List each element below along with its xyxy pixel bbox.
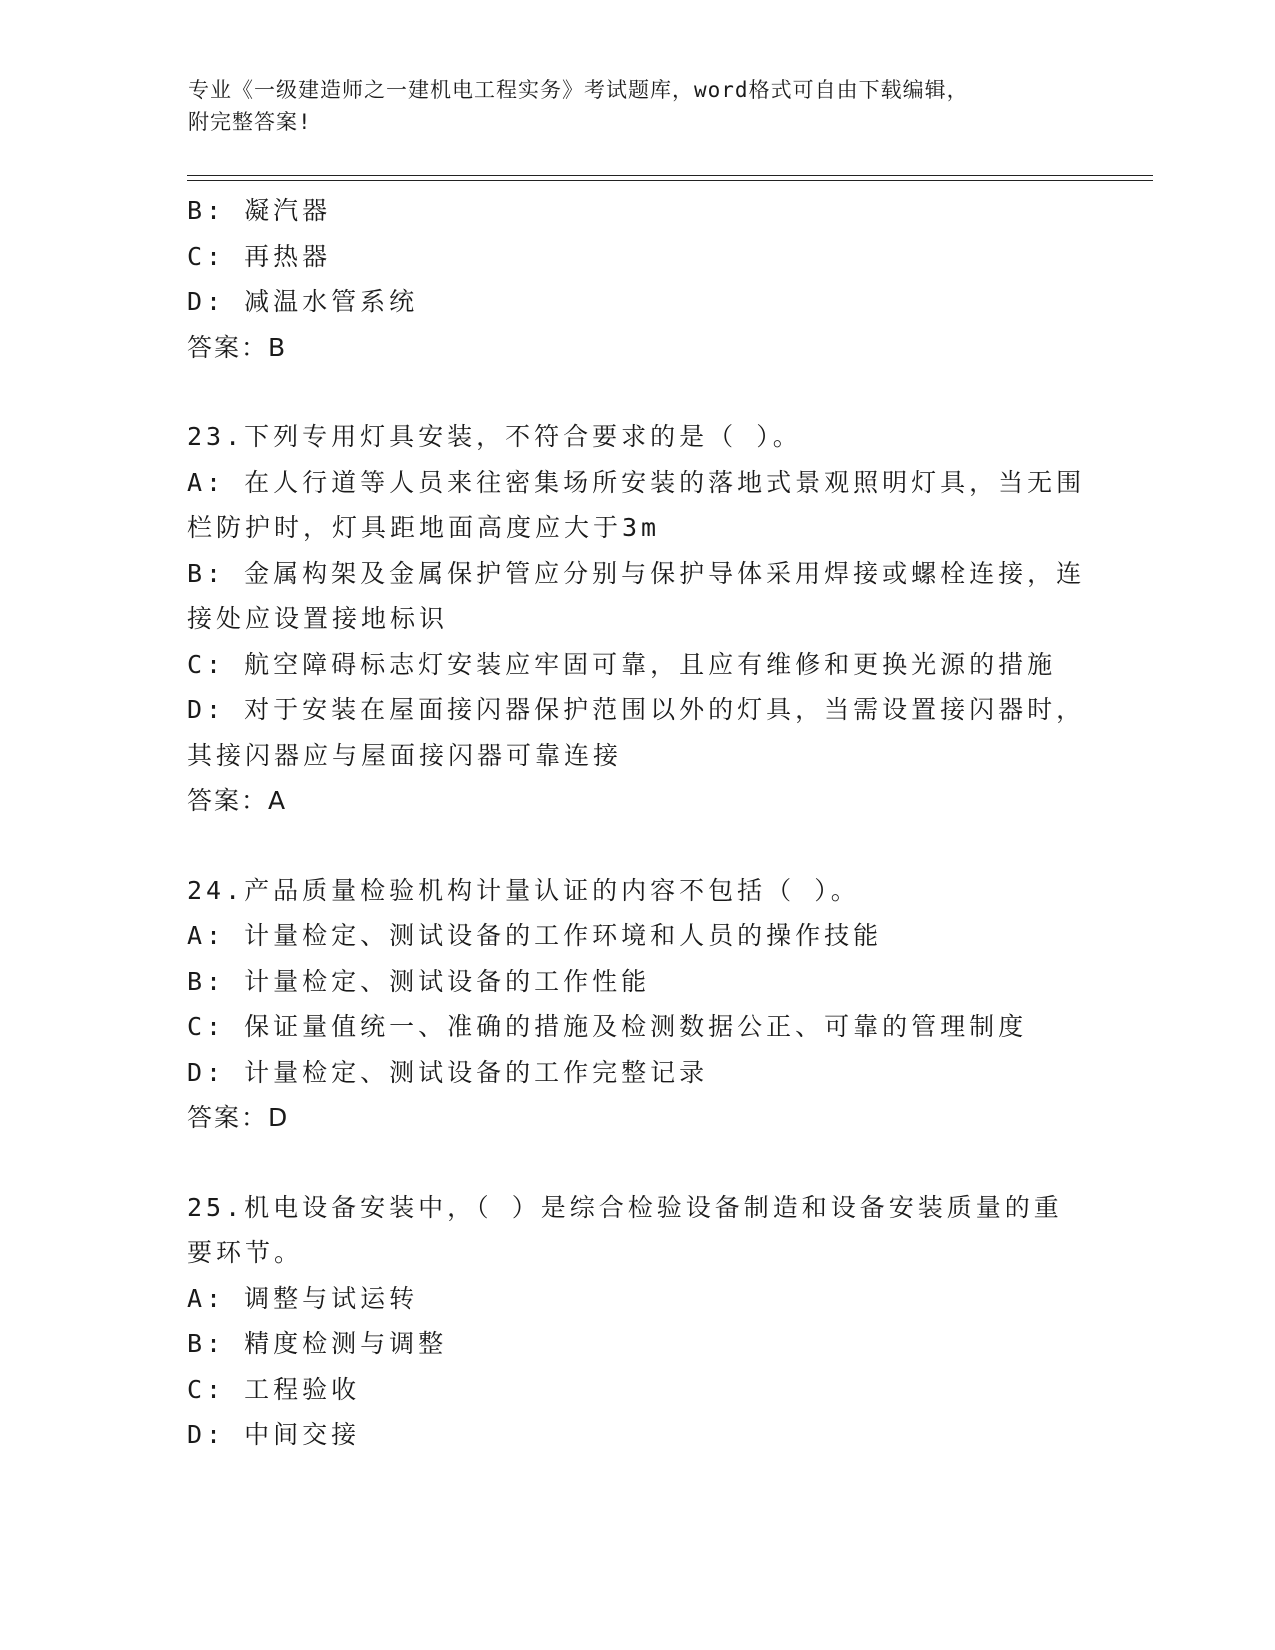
header-divider-top	[187, 175, 1153, 176]
option-c: C: 再热器	[187, 241, 332, 271]
spacer	[187, 370, 1087, 414]
option-b: B: 精度检测与调整	[187, 1329, 448, 1358]
option-b: B: 计量检定、测试设备的工作性能	[187, 966, 651, 996]
option-a: A: 调整与试运转	[187, 1283, 419, 1313]
option-d: D: 中间交接	[187, 1420, 361, 1449]
question-stem: 24.产品质量检验机构计量认证的内容不包括（ ）。	[187, 875, 860, 905]
answer: 答案：D	[187, 1103, 290, 1132]
question-stem: 25.机电设备安装中，（ ）是综合检验设备制造和设备安装质量的重	[187, 1192, 1063, 1222]
question-25	[187, 1185, 1087, 1458]
option-d: D: 减温水管系统	[187, 287, 419, 316]
option-b: B: 凝汽器	[187, 196, 332, 225]
option-a: A: 计量检定、测试设备的工作环境和人员的操作技能	[187, 921, 883, 950]
question-22	[187, 188, 1087, 370]
option-d: D: 对于安装在屋面接闪器保护范围以外的灯具，当需设置接闪器时，	[187, 695, 1086, 724]
option-c: C: 工程验收	[187, 1374, 361, 1404]
option-b-continued: 接处应设置接地标识	[187, 604, 449, 633]
document-header: 专业《一级建造师之一建机电工程实务》考试题库，word格式可自由下载编辑， 附完整答案!	[188, 78, 969, 134]
option-a-continued: 栏防护时，灯具距地面高度应大于3m	[187, 513, 661, 542]
spacer	[187, 824, 1087, 868]
option-d: D: 计量检定、测试设备的工作完整记录	[187, 1057, 709, 1087]
option-b: B: 金属构架及金属保护管应分别与保护导体采用焊接或螺栓连接，连	[187, 558, 1086, 588]
header-divider-bottom	[187, 180, 1153, 181]
question-24	[187, 868, 1087, 1141]
question-stem: 23.下列专用灯具安装，不符合要求的是（ ）。	[187, 422, 802, 451]
spacer	[187, 1141, 1087, 1185]
option-d-continued: 其接闪器应与屋面接闪器可靠连接	[187, 740, 623, 770]
question-stem-continued: 要环节。	[187, 1238, 304, 1267]
option-a: A: 在人行道等人员来往密集场所安装的落地式景观照明灯具，当无围	[187, 467, 1086, 497]
document-content	[187, 188, 1087, 1458]
option-c: C: 航空障碍标志灯安装应牢固可靠，且应有维修和更换光源的措施	[187, 649, 1057, 679]
question-23	[187, 414, 1087, 824]
answer: 答案：B	[187, 332, 288, 362]
answer: 答案：A	[187, 786, 288, 815]
option-c: C: 保证量值统一、准确的措施及检测数据公正、可靠的管理制度	[187, 1012, 1028, 1041]
